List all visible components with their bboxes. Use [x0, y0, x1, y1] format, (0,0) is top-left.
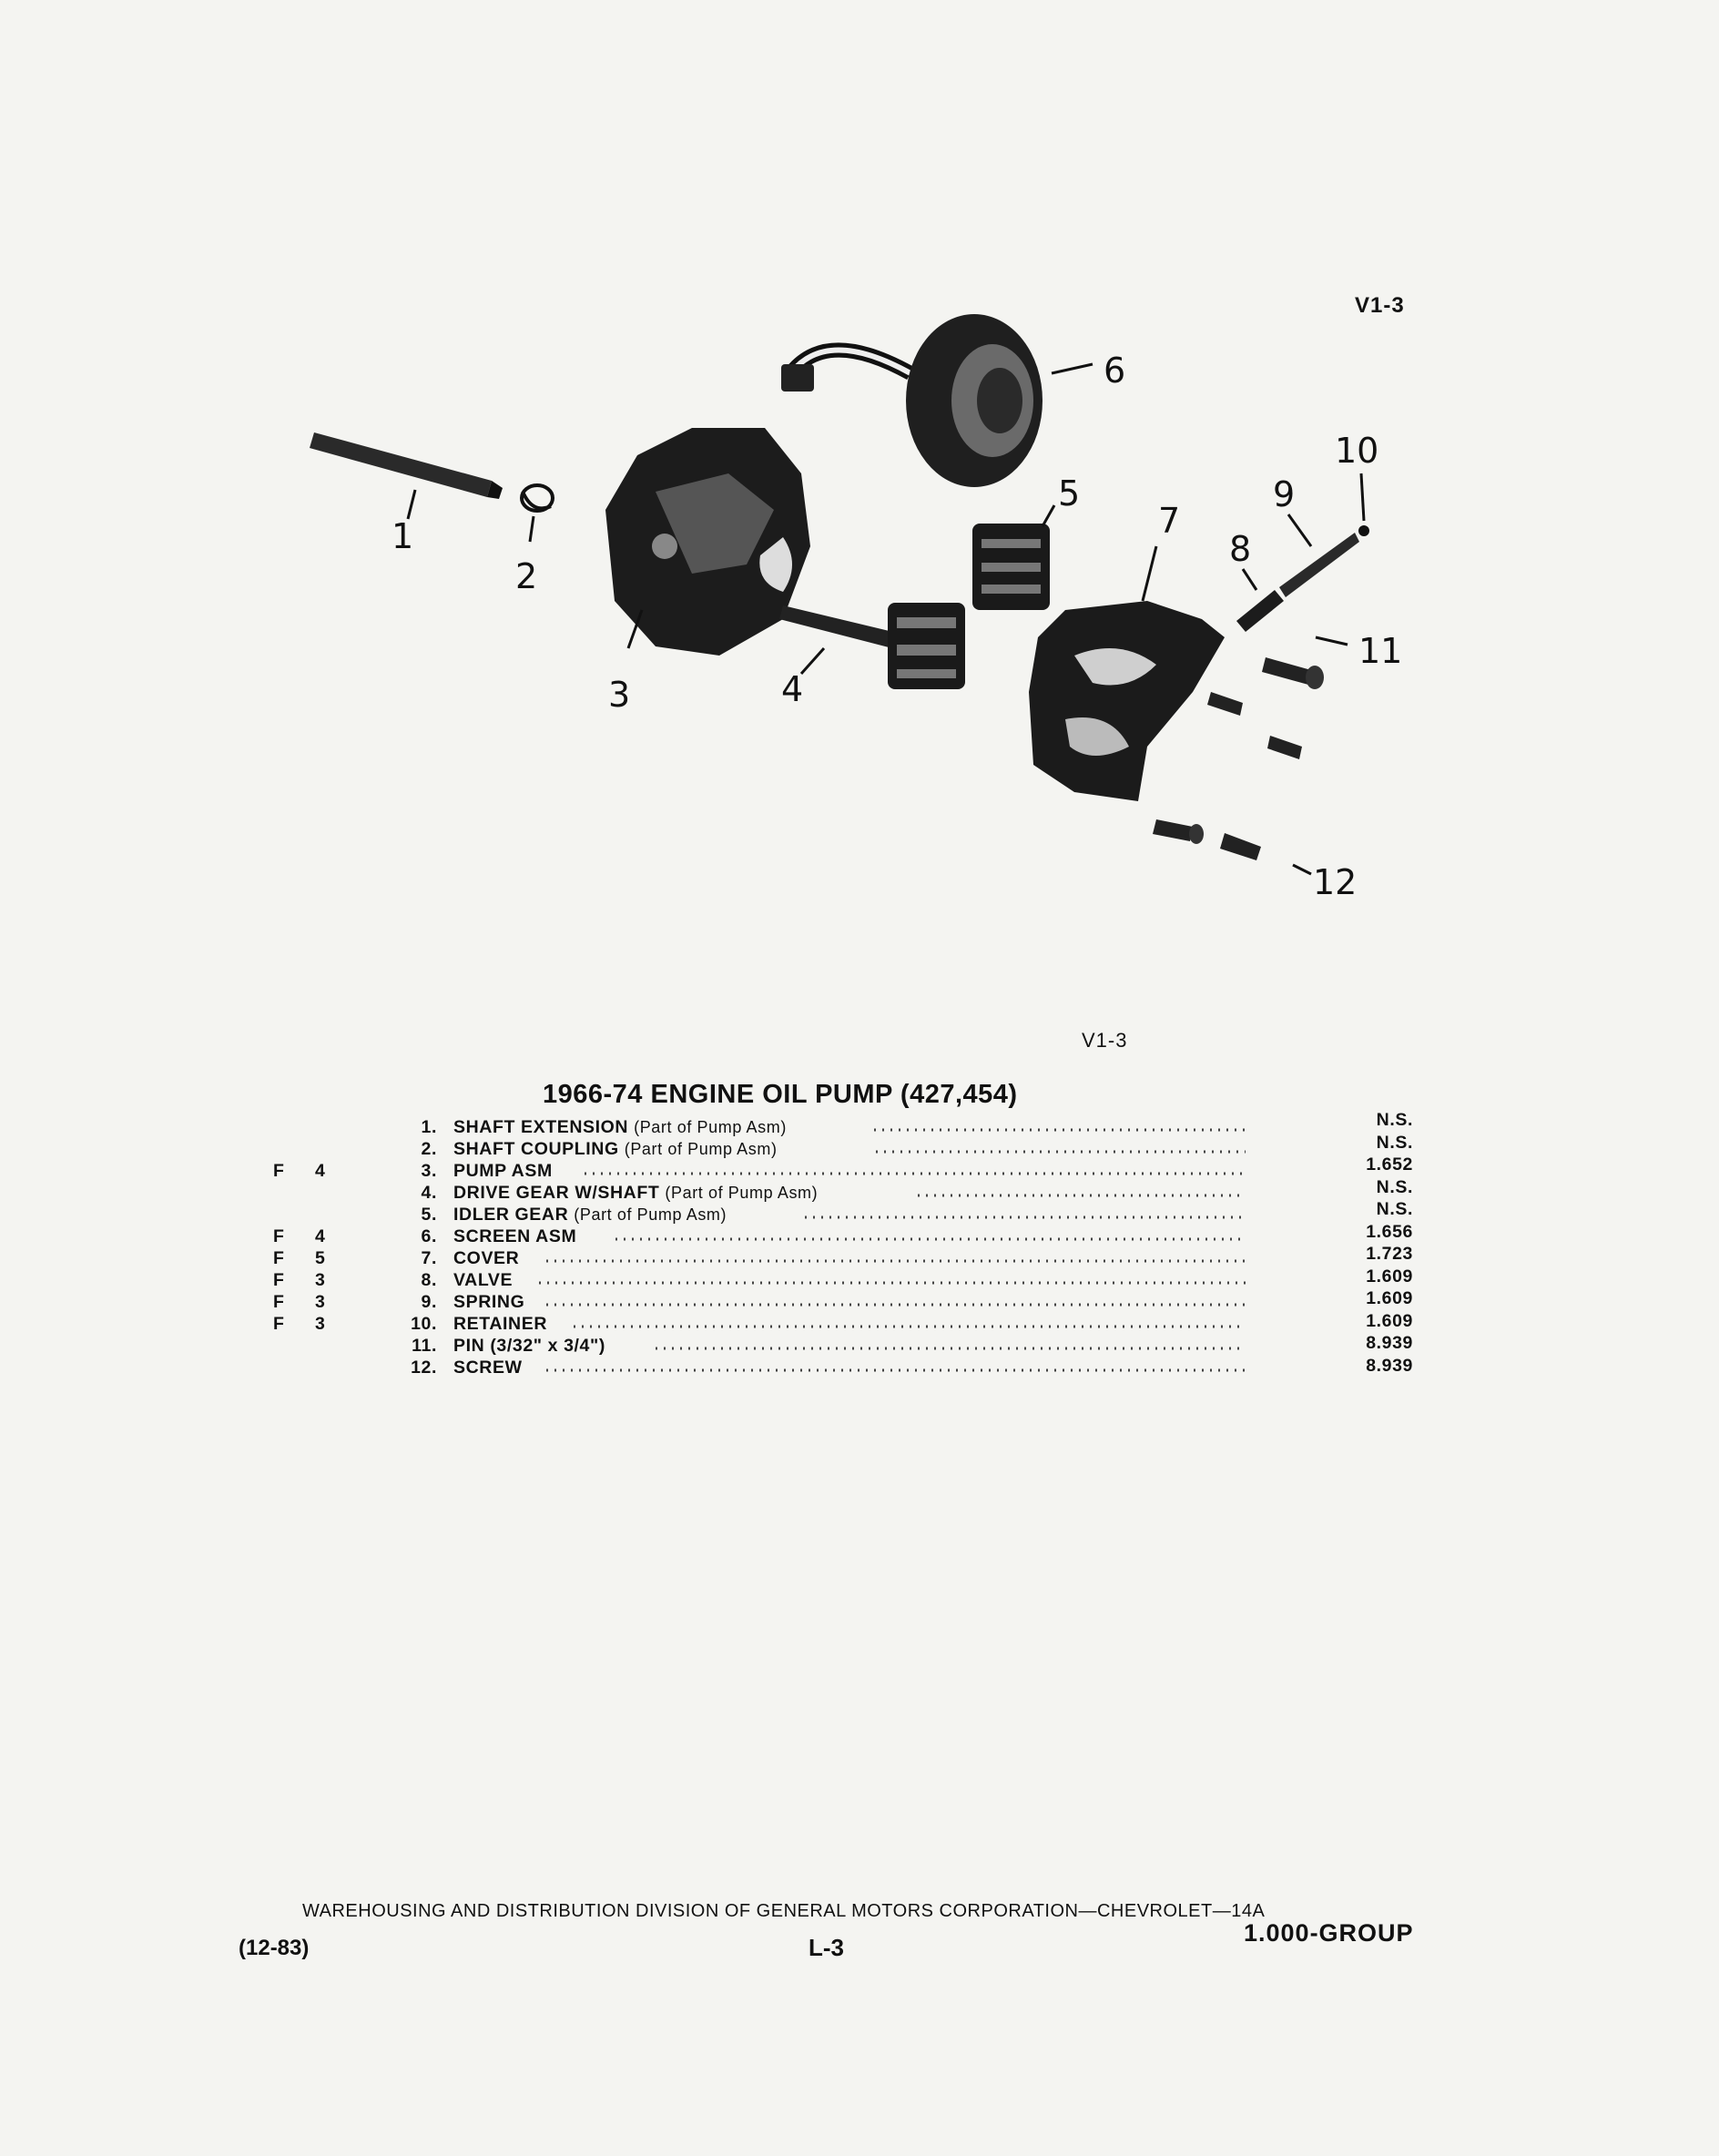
- callout-4: 4: [781, 669, 804, 709]
- part-number: 3.: [421, 1161, 437, 1181]
- part-price: N.S.: [1376, 1176, 1413, 1197]
- part-number: 1.: [421, 1117, 437, 1137]
- part-name: RETAINER: [453, 1314, 548, 1334]
- part-number: 4.: [421, 1183, 437, 1203]
- part-name: SCREW: [453, 1358, 523, 1378]
- part-price: N.S.: [1376, 1199, 1413, 1219]
- part-number: 7.: [421, 1248, 437, 1268]
- part-number: 6.: [421, 1226, 437, 1246]
- part-name: VALVE: [453, 1270, 514, 1290]
- part-number: 8.: [421, 1270, 437, 1290]
- part-number: 10.: [411, 1314, 437, 1334]
- part-price: 1.609: [1366, 1266, 1413, 1286]
- part-number: 12.: [411, 1358, 437, 1378]
- table-row: F 3 8. VALVE: [273, 1269, 1420, 1291]
- callout-5: 5: [1058, 473, 1081, 514]
- diagram-code-top: V1-3: [1355, 293, 1405, 318]
- part-number: 5.: [421, 1205, 437, 1225]
- part-price: 1.656: [1366, 1221, 1413, 1242]
- callout-2: 2: [515, 556, 538, 596]
- part-number: 9.: [421, 1292, 437, 1312]
- callout-7: 7: [1158, 501, 1181, 541]
- part-price: 8.939: [1366, 1333, 1413, 1353]
- callout-3: 3: [608, 675, 631, 715]
- table-row: F 4 3. PUMP ASM: [273, 1160, 1420, 1182]
- price-column: [1331, 1109, 1413, 1377]
- callout-1: 1: [392, 516, 414, 556]
- table-row: F 4 6. SCREEN ASM: [273, 1225, 1420, 1247]
- part-price: 1.652: [1366, 1154, 1413, 1175]
- part-name: SPRING: [453, 1292, 525, 1312]
- part-name: SHAFT EXTENSION (Part of Pump Asm): [453, 1117, 787, 1137]
- part-price: 1.723: [1366, 1244, 1413, 1264]
- part-price: 8.939: [1366, 1355, 1413, 1376]
- footer-group: 1.000-GROUP: [1244, 1919, 1414, 1947]
- part-number: 2.: [421, 1139, 437, 1159]
- footer-page-number: L-3: [809, 1934, 844, 1961]
- footer-division: WAREHOUSING AND DISTRIBUTION DIVISION OF GENERAL MOTORS CORPORATION—CHEVROLET—14A: [302, 1901, 1266, 1921]
- part-name: SCREEN ASM: [453, 1226, 577, 1246]
- part-price: N.S.: [1376, 1132, 1413, 1153]
- table-row: F 3 9. SPRING: [273, 1291, 1420, 1313]
- footer-date: (12-83): [239, 1936, 310, 1960]
- callout-6: 6: [1104, 351, 1126, 391]
- part-name: COVER: [453, 1248, 520, 1268]
- part-name: DRIVE GEAR W/SHAFT (Part of Pump Asm): [453, 1183, 819, 1203]
- callout-9: 9: [1273, 474, 1296, 514]
- part-name: PIN (3/32" x 3/4"): [453, 1336, 605, 1356]
- part-price: 1.609: [1366, 1310, 1413, 1331]
- callout-12: 12: [1313, 862, 1358, 902]
- part-name: PUMP ASM: [453, 1161, 553, 1181]
- part-number: 11.: [412, 1336, 437, 1356]
- callout-10: 10: [1335, 431, 1379, 471]
- part-price: N.S.: [1376, 1110, 1413, 1130]
- part-name: SHAFT COUPLING (Part of Pump Asm): [453, 1139, 778, 1159]
- table-row: F 5 7. COVER: [273, 1247, 1420, 1269]
- callout-11: 11: [1358, 631, 1403, 671]
- diagram-code-mid: V1-3: [1082, 1029, 1128, 1052]
- page-title: 1966-74 ENGINE OIL PUMP (427,454): [543, 1080, 1018, 1109]
- callout-8: 8: [1229, 529, 1252, 569]
- table-row: F 3 10. RETAINER: [273, 1313, 1420, 1335]
- part-price: 1.609: [1366, 1288, 1413, 1308]
- part-name: IDLER GEAR (Part of Pump Asm): [453, 1205, 727, 1225]
